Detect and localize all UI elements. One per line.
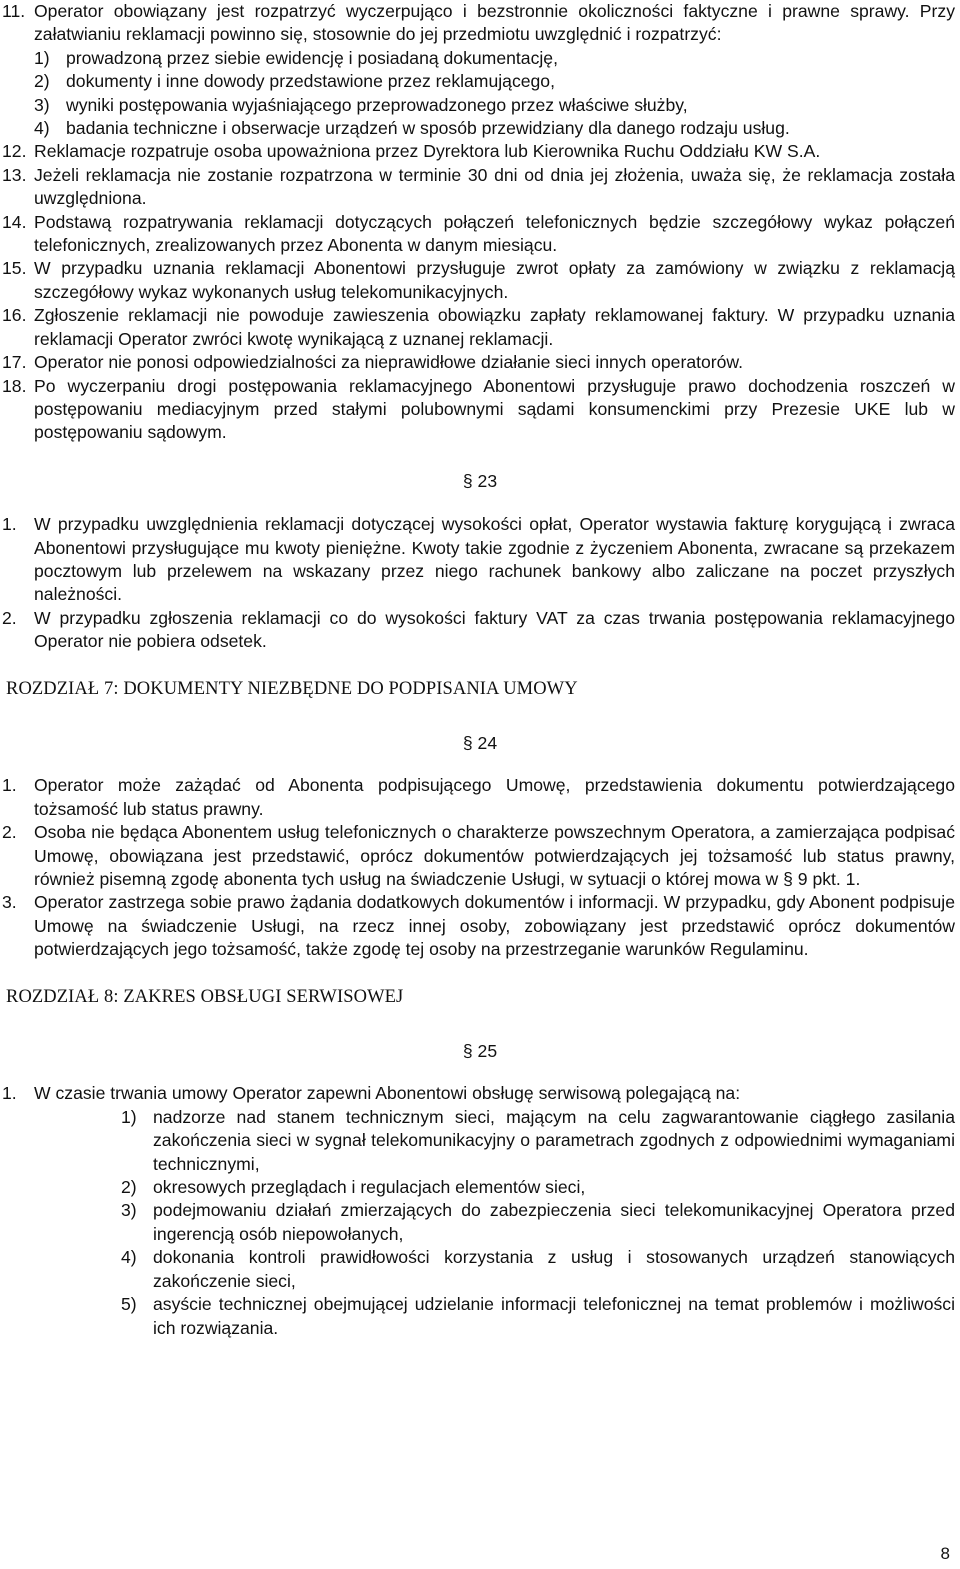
chapter-heading-8: ROZDZIAŁ 8: ZAKRES OBSŁUGI SERWISOWEJ: [6, 986, 404, 1007]
item-text: Po wyczerpaniu drogi postępowania reklamacyjnego Abonentowi przysługuje prawo dochodzenia roszczeń w postępowaniu mediacyjnym przed stałymi polubownymi sądami konsumenckimi przy Prezesie UKE lub w postępowaniu sądowym.: [34, 375, 955, 443]
sub-number: 4): [34, 118, 50, 139]
sub-text: nadzorze nad stanem technicznym sieci, mającym na celu zagwarantowanie ciągłego zasilania zakończenia sieci w sygnał telekomunikacyjny o parametrach zgodnych z odpowiednimi wymaganiami technicznymi,: [153, 1106, 955, 1174]
sub-number: 1): [34, 47, 50, 68]
item-text: Operator może zażądać od Abonenta podpisującego Umowę, przedstawienia dokumentu potwierdzającego tożsamość lub status prawny.: [34, 775, 955, 819]
item-number: 15.: [2, 258, 27, 279]
item-number: 2.: [2, 822, 17, 843]
list-item-1: [0, 1082, 960, 1105]
sub-text: prowadzoną przez siebie ewidencję i posiadaną dokumentację,: [66, 47, 558, 68]
paragraph-mark-23: § 23: [462, 470, 498, 491]
spacer: [0, 701, 960, 732]
item-text: W przypadku uznania reklamacji Abonentowi przysługuje zwrot opłaty za zamówiony w związku z reklamacją szczegółowy wykaz wykonanych usług telekomunikacyjnych.: [34, 258, 955, 302]
sub-item-2: [0, 70, 960, 93]
item-number: 1.: [2, 1083, 17, 1104]
item-text: Osoba nie będąca Abonentem usług telefonicznych o charakterze powszechnym Operatora, a zamierzająca podpisać Umowę, obowiązana jest przedstawić, oprócz dokumentów potwierdzających jej tożsamość lub status prawny, również pisemną zgodę abonenta tych usług na świadczenie Usługi, w sytuacji o której mowa w § 9 pkt. 1.: [34, 822, 955, 889]
sub-text: dokonania kontroli prawidłowości korzystania z usług i stosowanych urządzeń stanowiących zakończenie sieci,: [153, 1247, 955, 1291]
sub-text: wyniki postępowania wyjaśniającego przeprowadzonego przez właściwe służby,: [66, 94, 688, 115]
spacer: [0, 755, 960, 774]
item-number: 12.: [2, 141, 27, 162]
spacer: [0, 445, 960, 470]
item-number: 2.: [2, 607, 17, 628]
list-item-16: [0, 304, 960, 351]
item-number: 14.: [2, 211, 27, 232]
section-documents: [0, 774, 960, 961]
item-text: W czasie trwania umowy Operator zapewni Abonentowi obsługę serwisową polegającą na:: [34, 1083, 741, 1104]
sub-number: 5): [121, 1294, 137, 1315]
sub-number: 1): [121, 1106, 137, 1127]
list-item-12: [0, 140, 960, 163]
item-number: 3.: [2, 892, 17, 913]
sub-item-4: [0, 1246, 960, 1293]
sub-text: asyście technicznej obejmującej udzielanie informacji telefonicznej na temat problemów i możliwości ich rozwiązania.: [153, 1294, 955, 1338]
item-text: W przypadku uwzględnienia reklamacji dotyczącej wysokości opłat, Operator wystawia fakturę korygującą i zwraca Abonentowi przysługujące mu kwoty pieniężne. Kwoty takie zgodnie z życzeniem Abonenta, zwracane są przekazem pocztowym lub przelewem na wskazany przez niego rachunek bankowy albo zaliczane na poczet przyszłych należności.: [34, 514, 955, 605]
item-text: Operator nie ponosi odpowiedzialności za nieprawidłowe działanie sieci innych operatorów.: [34, 352, 744, 373]
spacer: [0, 493, 960, 513]
page-number: 8: [940, 1543, 950, 1563]
sub-item-5: [0, 1293, 960, 1340]
sub-text: podejmowaniu działań zmierzających do zabezpieczenia sieci telekomunikacyjnej Operatora przed ingerencją osób niepowołanych,: [153, 1200, 955, 1244]
sub-item-4: [0, 117, 960, 140]
list-item-17: [0, 351, 960, 374]
item-number: 13.: [2, 164, 27, 185]
item-text: W przypadku zgłoszenia reklamacji co do wysokości faktury VAT za czas trwania postępowania reklamacyjnego Operator nie pobiera odsetek.: [34, 607, 955, 652]
sub-number: 4): [121, 1247, 137, 1268]
item-text: Reklamacje rozpatruje osoba upoważniona przez Dyrektora lub Kierownika Ruchu Oddziału KW S.A.: [34, 141, 821, 162]
list-item-13: [0, 164, 960, 211]
chapter-heading-7: ROZDZIAŁ 7: DOKUMENTY NIEZBĘDNE DO PODPISANIA UMOWY: [6, 678, 578, 699]
section-refunds: [0, 513, 960, 653]
sub-number: 2): [34, 71, 50, 92]
list-item-18: [0, 375, 960, 445]
sub-number: 3): [34, 94, 50, 115]
item-text: Jeżeli reklamacja nie zostanie rozpatrzona w terminie 30 dni od dnia jej złożenia, uważa się, że reklamacja została uwzględniona.: [34, 164, 955, 209]
sub-text: dokumenty i inne dowody przedstawione przez reklamującego,: [66, 71, 555, 92]
list-item-2: [0, 821, 960, 891]
list-item-3: [0, 891, 960, 961]
list-item-1: [0, 513, 960, 607]
item-number: 17.: [2, 352, 27, 373]
list-item-11: [0, 0, 960, 47]
spacer: [0, 654, 960, 678]
spacer: [0, 1009, 960, 1040]
item-text: Zgłoszenie reklamacji nie powoduje zawieszenia obowiązku zapłaty reklamowanej faktury. W przypadku uznania reklamacji Operator zwróci kwotę wynikającą z uznanej reklamacji.: [34, 305, 955, 349]
spacer: [0, 962, 960, 986]
item-number: 1.: [2, 514, 17, 535]
sub-number: 3): [121, 1200, 137, 1221]
sub-item-1: [0, 1106, 960, 1176]
item-number: 11.: [2, 1, 26, 21]
sub-text: okresowych przeglądach i regulacjach elementów sieci,: [153, 1177, 586, 1198]
item-number: 1.: [2, 775, 17, 796]
sub-number: 2): [121, 1177, 137, 1198]
sub-item-3: [0, 94, 960, 117]
list-item-2: [0, 607, 960, 654]
paragraph-mark-24: § 24: [462, 732, 498, 753]
item-text: Operator obowiązany jest rozpatrzyć wyczerpująco i bezstronnie okoliczności faktyczne i prawne sprawy. Przy załatwianiu reklamacji powinno się, stosownie do jej przedmiotu uwzględnić i rozpatrzyć:: [34, 1, 955, 45]
sub-item-3: [0, 1199, 960, 1246]
list-item-15: [0, 257, 960, 304]
sub-item-1: [0, 47, 960, 70]
item-text: Operator zastrzega sobie prawo żądania dodatkowych dokumentów i informacji. W przypadku, gdy Abonent podpisuje Umowę na świadczenie Usługi, na rzecz innej osoby, zobowiązany jest przedstawić oprócz dokumentów potwierdzających jego tożsamość, także zgodę tej osoby na przestrzeganie warunków Regulaminu.: [34, 892, 955, 960]
sub-text: badania techniczne i obserwacje urządzeń w sposób przewidziany dla danego rodzaju usług.: [66, 118, 790, 139]
section-complaints: [0, 0, 960, 445]
section-service: [0, 1082, 960, 1339]
list-item-1: [0, 774, 960, 821]
list-item-14: [0, 211, 960, 258]
item-number: 16.: [2, 305, 27, 326]
sub-item-2: [0, 1176, 960, 1199]
item-text: Podstawą rozpatrywania reklamacji dotyczących połączeń telefonicznych będzie szczegółowy wykaz połączeń telefonicznych, zrealizowanych przez Abonenta w danym miesiącu.: [34, 211, 955, 256]
paragraph-mark-25: § 25: [462, 1041, 498, 1062]
item-number: 18.: [2, 375, 27, 396]
spacer: [0, 1063, 960, 1082]
